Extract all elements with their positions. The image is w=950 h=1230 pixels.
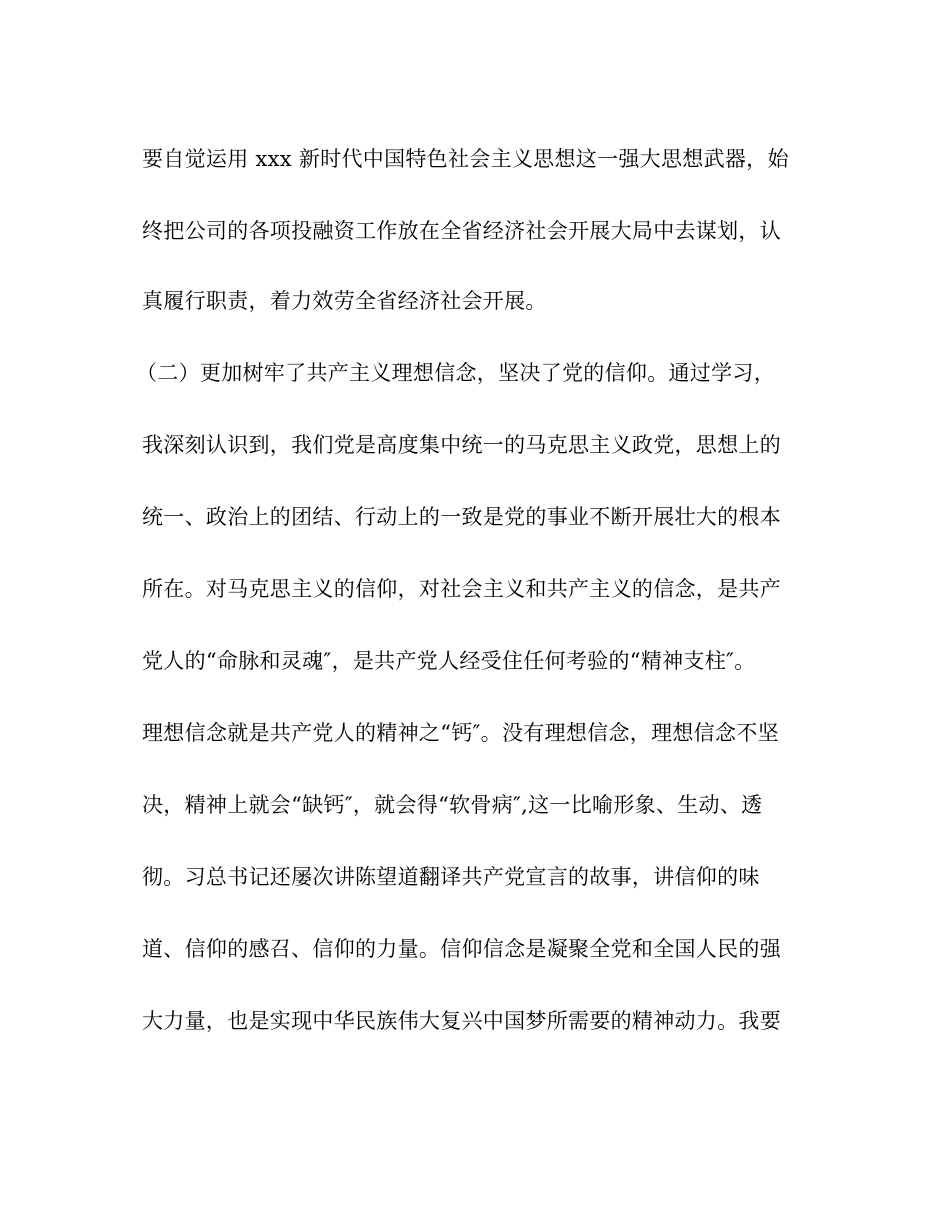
paragraph-line: 真履行职责，着力效劳全省经济社会开展。: [142, 289, 547, 313]
paragraph-line: 理想信念就是共产党人的精神之“钙″。没有理想信念，理想信念不坚: [142, 721, 779, 745]
paragraph-line: 党人的“命脉和灵魂″，是共产党人经受住任何考验的“精神支柱″。: [142, 649, 756, 673]
paragraph-line: 终把公司的各项投融资工作放在全省经济社会开展大局中去谋划，认: [142, 219, 781, 243]
paragraph-line: 我深刻认识到，我们党是高度集中统一的马克思主义政党，思想上的: [142, 433, 781, 457]
section-heading-line: （二）更加树牢了共产主义理想信念，坚决了党的信仰。通过学习，: [136, 361, 775, 385]
paragraph-line: 决，精神上就会“缺钙″，就会得“软骨病″,这一比喻形象、生动、透: [142, 793, 763, 817]
paragraph-line: 道、信仰的感召、信仰的力量。信仰信念是凝聚全党和全国人民的强: [142, 937, 781, 961]
paragraph-line: 大力量，也是实现中华民族伟大复兴中国梦所需要的精神动力。我要: [142, 1009, 781, 1033]
paragraph-line: 要自觉运用 xxx 新时代中国特色社会主义思想这一强大思想武器，始: [142, 147, 789, 171]
paragraph-line: 所在。对马克思主义的信仰，对社会主义和共产主义的信念，是共产: [142, 577, 781, 601]
paragraph-line: 统一、政治上的团结、行动上的一致是党的事业不断开展壮大的根本: [142, 505, 781, 529]
paragraph-line: 彻。习总书记还屡次讲陈望道翻译共产党宣言的故事，讲信仰的味: [142, 865, 760, 889]
